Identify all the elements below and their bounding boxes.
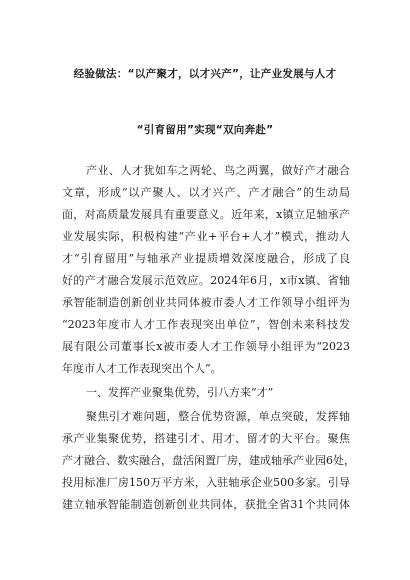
document-title-line-2: “引育留用”实现“双向奔赴” <box>136 124 274 136</box>
paragraph-1-line: 产业、人才犹如车之两轮、鸟之两翼，做好产才融合 <box>86 164 350 177</box>
paragraph-1-line: “2023年度市人才工作表现突出单位”，智创未来科技发 <box>62 318 350 331</box>
paragraph-1-line: 才“引育留用”与轴承产业提质增效深度融合，形成了良 <box>62 252 350 265</box>
paragraph-1-line: 年度市人才工作表现突出个人”。 <box>62 362 222 375</box>
paragraph-1-line: 业发展实际，积极构建“产业+平台+人才”模式，推动人 <box>62 230 350 243</box>
paragraph-2-line: 产才融合、数实融合，盘活闲置厂房，建成轴承产业园6处， <box>62 454 355 467</box>
paragraph-1-line: 展有限公司董事长x被市委人才工作领导小组评为“2023 <box>62 340 350 353</box>
section-1-heading: 一、发挥产业聚集优势，引八方来“才” <box>86 386 274 399</box>
paragraph-2-line: 承产业集聚优势，搭建引才、用才、留才的大平台。聚焦 <box>62 432 350 445</box>
paragraph-2-line: 投用标准厂房150万平方米，入驻轴承企业500多家。引导 <box>62 476 350 489</box>
paragraph-1-line: 好的产才融合发展示范效应。2024年6月，x市x镇、省轴 <box>62 274 350 287</box>
paragraph-2-line: 聚焦引才难问题，整合优势资源，单点突破，发挥轴 <box>86 410 350 423</box>
paragraph-1-line: 承智能制造创新创业共同体被市委人才工作领导小组评为 <box>62 296 350 309</box>
paragraph-1-line: 文章，形成“以产聚人、以才兴产、产才融合”的生动局 <box>62 186 350 199</box>
paragraph-1-line: 面，对高质量发展具有重要意义。近年来，x镇立足轴承产 <box>62 208 350 221</box>
paragraph-2-line: 建立轴承智能制造创新创业共同体，获批全省31个共同体 <box>62 498 350 511</box>
document-title-line-1: 经验做法：“以产聚才，以才兴产”，让产业发展与人才 <box>73 68 337 80</box>
